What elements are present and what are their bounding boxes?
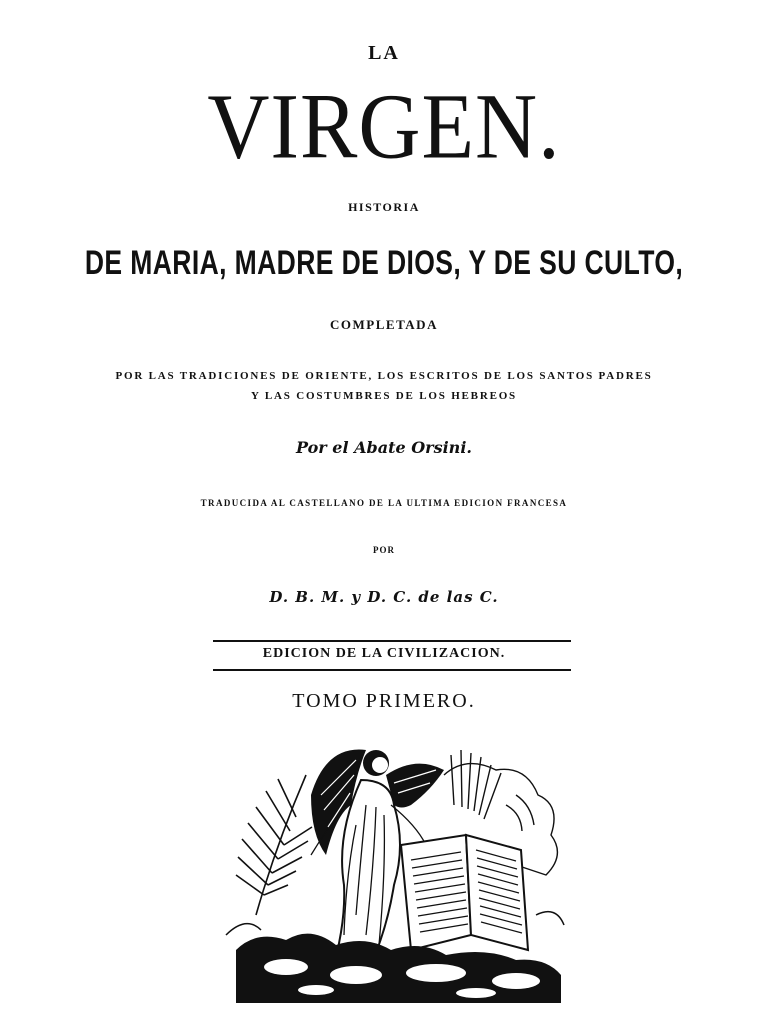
description-line-1: POR LAS TRADICIONES DE ORIENTE, LOS ESCRITOS DE LOS SANTOS PADRES bbox=[115, 370, 653, 382]
translation-note: TRADUCIDA AL CASTELLANO DE LA ULTIMA EDICION FRANCESA bbox=[200, 498, 568, 508]
description-line-2: Y LAS COSTUMBRES DE LOS HEBREOS bbox=[251, 390, 517, 402]
title-article: LA bbox=[368, 42, 400, 64]
edition-rule-top bbox=[213, 640, 571, 642]
por-label: POR bbox=[373, 545, 395, 555]
volume-label: TOMO PRIMERO. bbox=[292, 690, 476, 712]
book-subtitle: DE MARIA, MADRE DE DIOS, Y DE SU CULTO, bbox=[84, 244, 684, 282]
translators-line: D. B. M. y D. C. de las C. bbox=[269, 588, 499, 606]
edition-label: EDICION DE LA CIVILIZACION. bbox=[262, 646, 506, 661]
edition-rule-bottom bbox=[213, 669, 571, 671]
author-line: Por el Abate Orsini. bbox=[296, 438, 472, 457]
completada-label: COMPLETADA bbox=[330, 317, 438, 332]
book-title: VIRGEN. bbox=[207, 74, 561, 178]
angel-with-book-engraving bbox=[216, 735, 568, 1003]
historia-label: HISTORIA bbox=[348, 200, 420, 214]
